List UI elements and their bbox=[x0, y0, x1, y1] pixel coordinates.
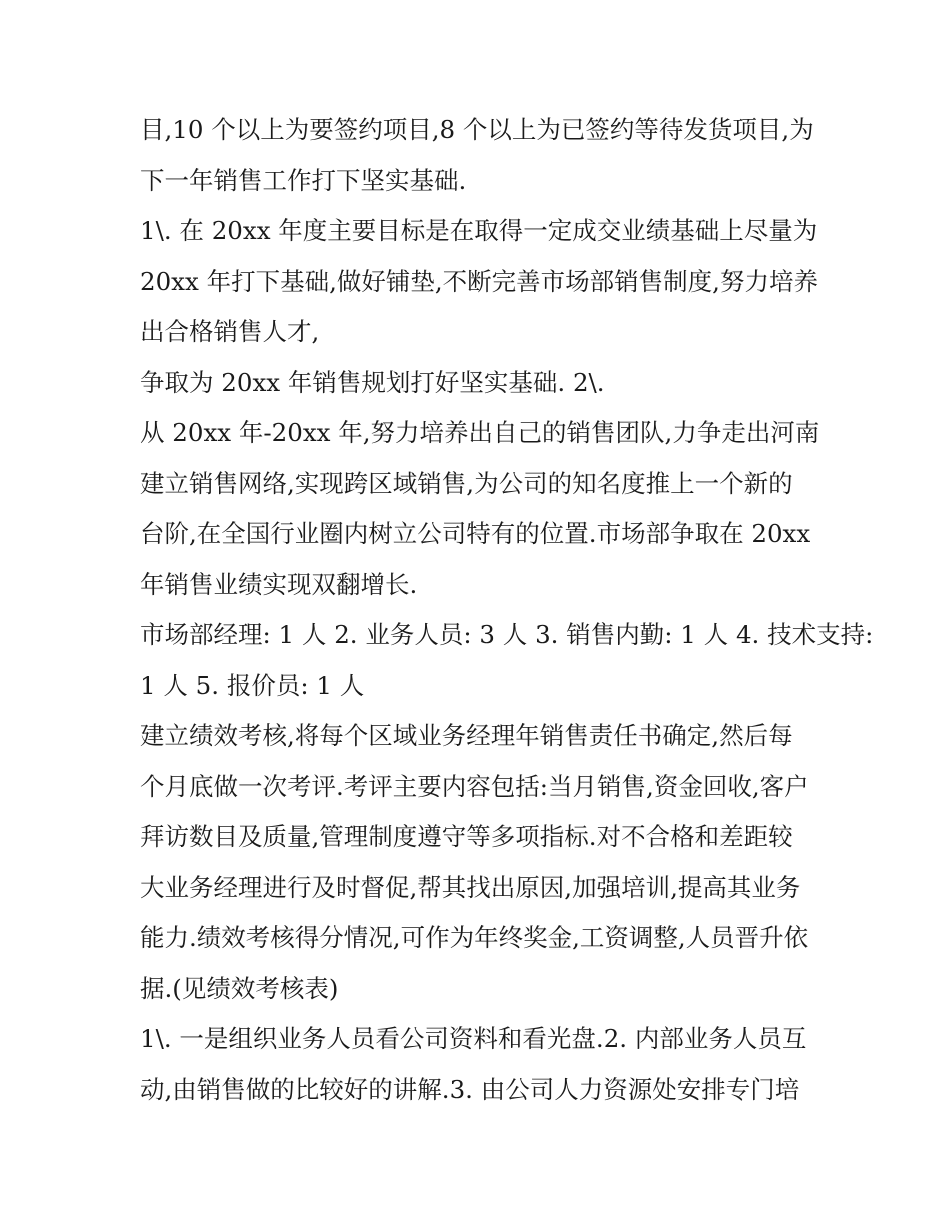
text-line: 拜访数目及质量,管理制度遵守等多项指标.对不合格和差距较 bbox=[140, 822, 793, 851]
text-line: 1\. 在 20xx 年度主要目标是在取得一定成交业绩基础上尽量为 bbox=[140, 216, 818, 245]
text-line: 能力.绩效考核得分情况,可作为年终奖金,工资调整,人员晋升依 bbox=[140, 923, 809, 952]
text-line: 20xx 年打下基础,做好铺垫,不断完善市场部销售制度,努力培养 bbox=[140, 266, 818, 296]
text-line: 目,10 个以上为要签约项目,8 个以上为已签约等待发货项目,为 bbox=[140, 115, 814, 144]
text-line: 建立绩效考核,将每个区域业务经理年销售责任书确定,然后每 bbox=[140, 721, 793, 750]
text-line: 从 20xx 年-20xx 年,努力培养出自己的销售团队,力争走出河南 bbox=[140, 418, 820, 447]
text-line: 市场部经理: 1 人 2. 业务人员: 3 人 3. 销售内勤: 1 人 4. 技术支持: bbox=[140, 620, 874, 649]
text-line: 争取为 20xx 年销售规划打好坚实基础. 2\. bbox=[140, 367, 605, 397]
text-line: 动,由销售做的比较好的讲解.3. 由公司人力资源处安排专门培 bbox=[140, 1074, 800, 1104]
text-line: 据.(见绩效考核表) bbox=[140, 973, 339, 1003]
text-line: 年销售业绩实现双翻增长. bbox=[140, 569, 418, 599]
text-line: 大业务经理进行及时督促,帮其找出原因,加强培训,提高其业务 bbox=[140, 872, 801, 902]
text-line: 1\. 一是组织业务人员看公司资料和看光盘.2. 内部业务人员互 bbox=[140, 1024, 807, 1053]
text-line: 台阶,在全国行业圈内树立公司特有的位置.市场部争取在 20xx bbox=[140, 519, 811, 548]
text-line: 个月底做一次考评.考评主要内容包括:当月销售,资金回收,客户 bbox=[140, 771, 809, 801]
text-line: 出合格销售人才, bbox=[140, 317, 320, 346]
text-line: 1 人 5. 报价员: 1 人 bbox=[140, 670, 365, 700]
document-body bbox=[140, 105, 874, 1115]
text-line: 下一年销售工作打下坚实基础. bbox=[140, 165, 467, 195]
text-line: 建立销售网络,实现跨区域销售,为公司的知名度推上一个新的 bbox=[140, 468, 793, 498]
